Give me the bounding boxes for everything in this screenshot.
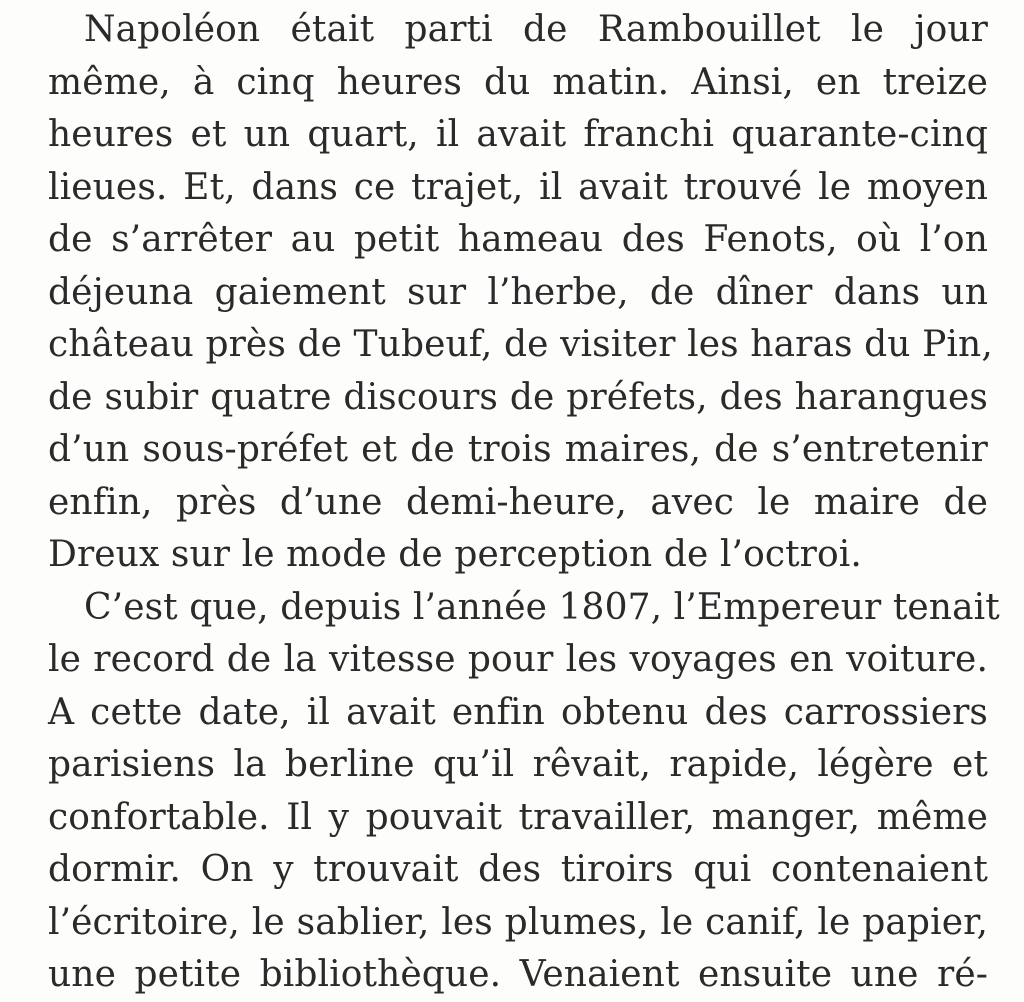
text-line: Napoléon était parti de Rambouillet le jour	[84, 9, 988, 50]
text-line: même, à cinq heures du matin. Ainsi, en treize	[48, 61, 988, 103]
text-line: lieues. Et, dans ce trajet, il avait trouvé le moyen	[48, 166, 988, 208]
text-line: parisiens la berline qu’il rêvait, rapide, légère et	[48, 744, 988, 785]
text-line: dormir. On y trouvait des tiroirs qui contenaient	[48, 849, 988, 890]
text-line: Dreux sur le mode de perception de l’octroi.	[48, 534, 862, 575]
text-line: le record de la vitesse pour les voyages en voiture.	[48, 639, 988, 680]
text-line: de subir quatre discours de préfets, des harangues	[48, 376, 988, 418]
text-line: d’un sous-préfet et de trois maires, de s’entretenir	[48, 429, 988, 470]
text-line: château près de Tubeuf, de visiter les haras du Pin,	[48, 324, 993, 365]
body-text	[48, 4, 1000, 1002]
text-line: de s’arrêter au petit hameau des Fenots, où l’on	[48, 219, 988, 260]
text-line: une petite bibliothèque. Venaient ensuite une ré-	[48, 954, 988, 995]
text-line: A cette date, il avait enfin obtenu des carrossiers	[48, 691, 988, 733]
text-line: enfin, près d’une demi-heure, avec le maire de	[48, 481, 988, 523]
text-line: l’écritoire, le sablier, les plumes, le canif, le papier,	[48, 901, 988, 943]
text-line: confortable. Il y pouvait travailler, manger, même	[48, 796, 988, 838]
text-line: C’est que, depuis l’année 1807, l’Empereur tenait	[84, 586, 1000, 628]
text-line: déjeuna gaiement sur l’herbe, de dîner dans un	[48, 271, 988, 313]
text-line: heures et un quart, il avait franchi quarante-cinq	[48, 114, 988, 155]
